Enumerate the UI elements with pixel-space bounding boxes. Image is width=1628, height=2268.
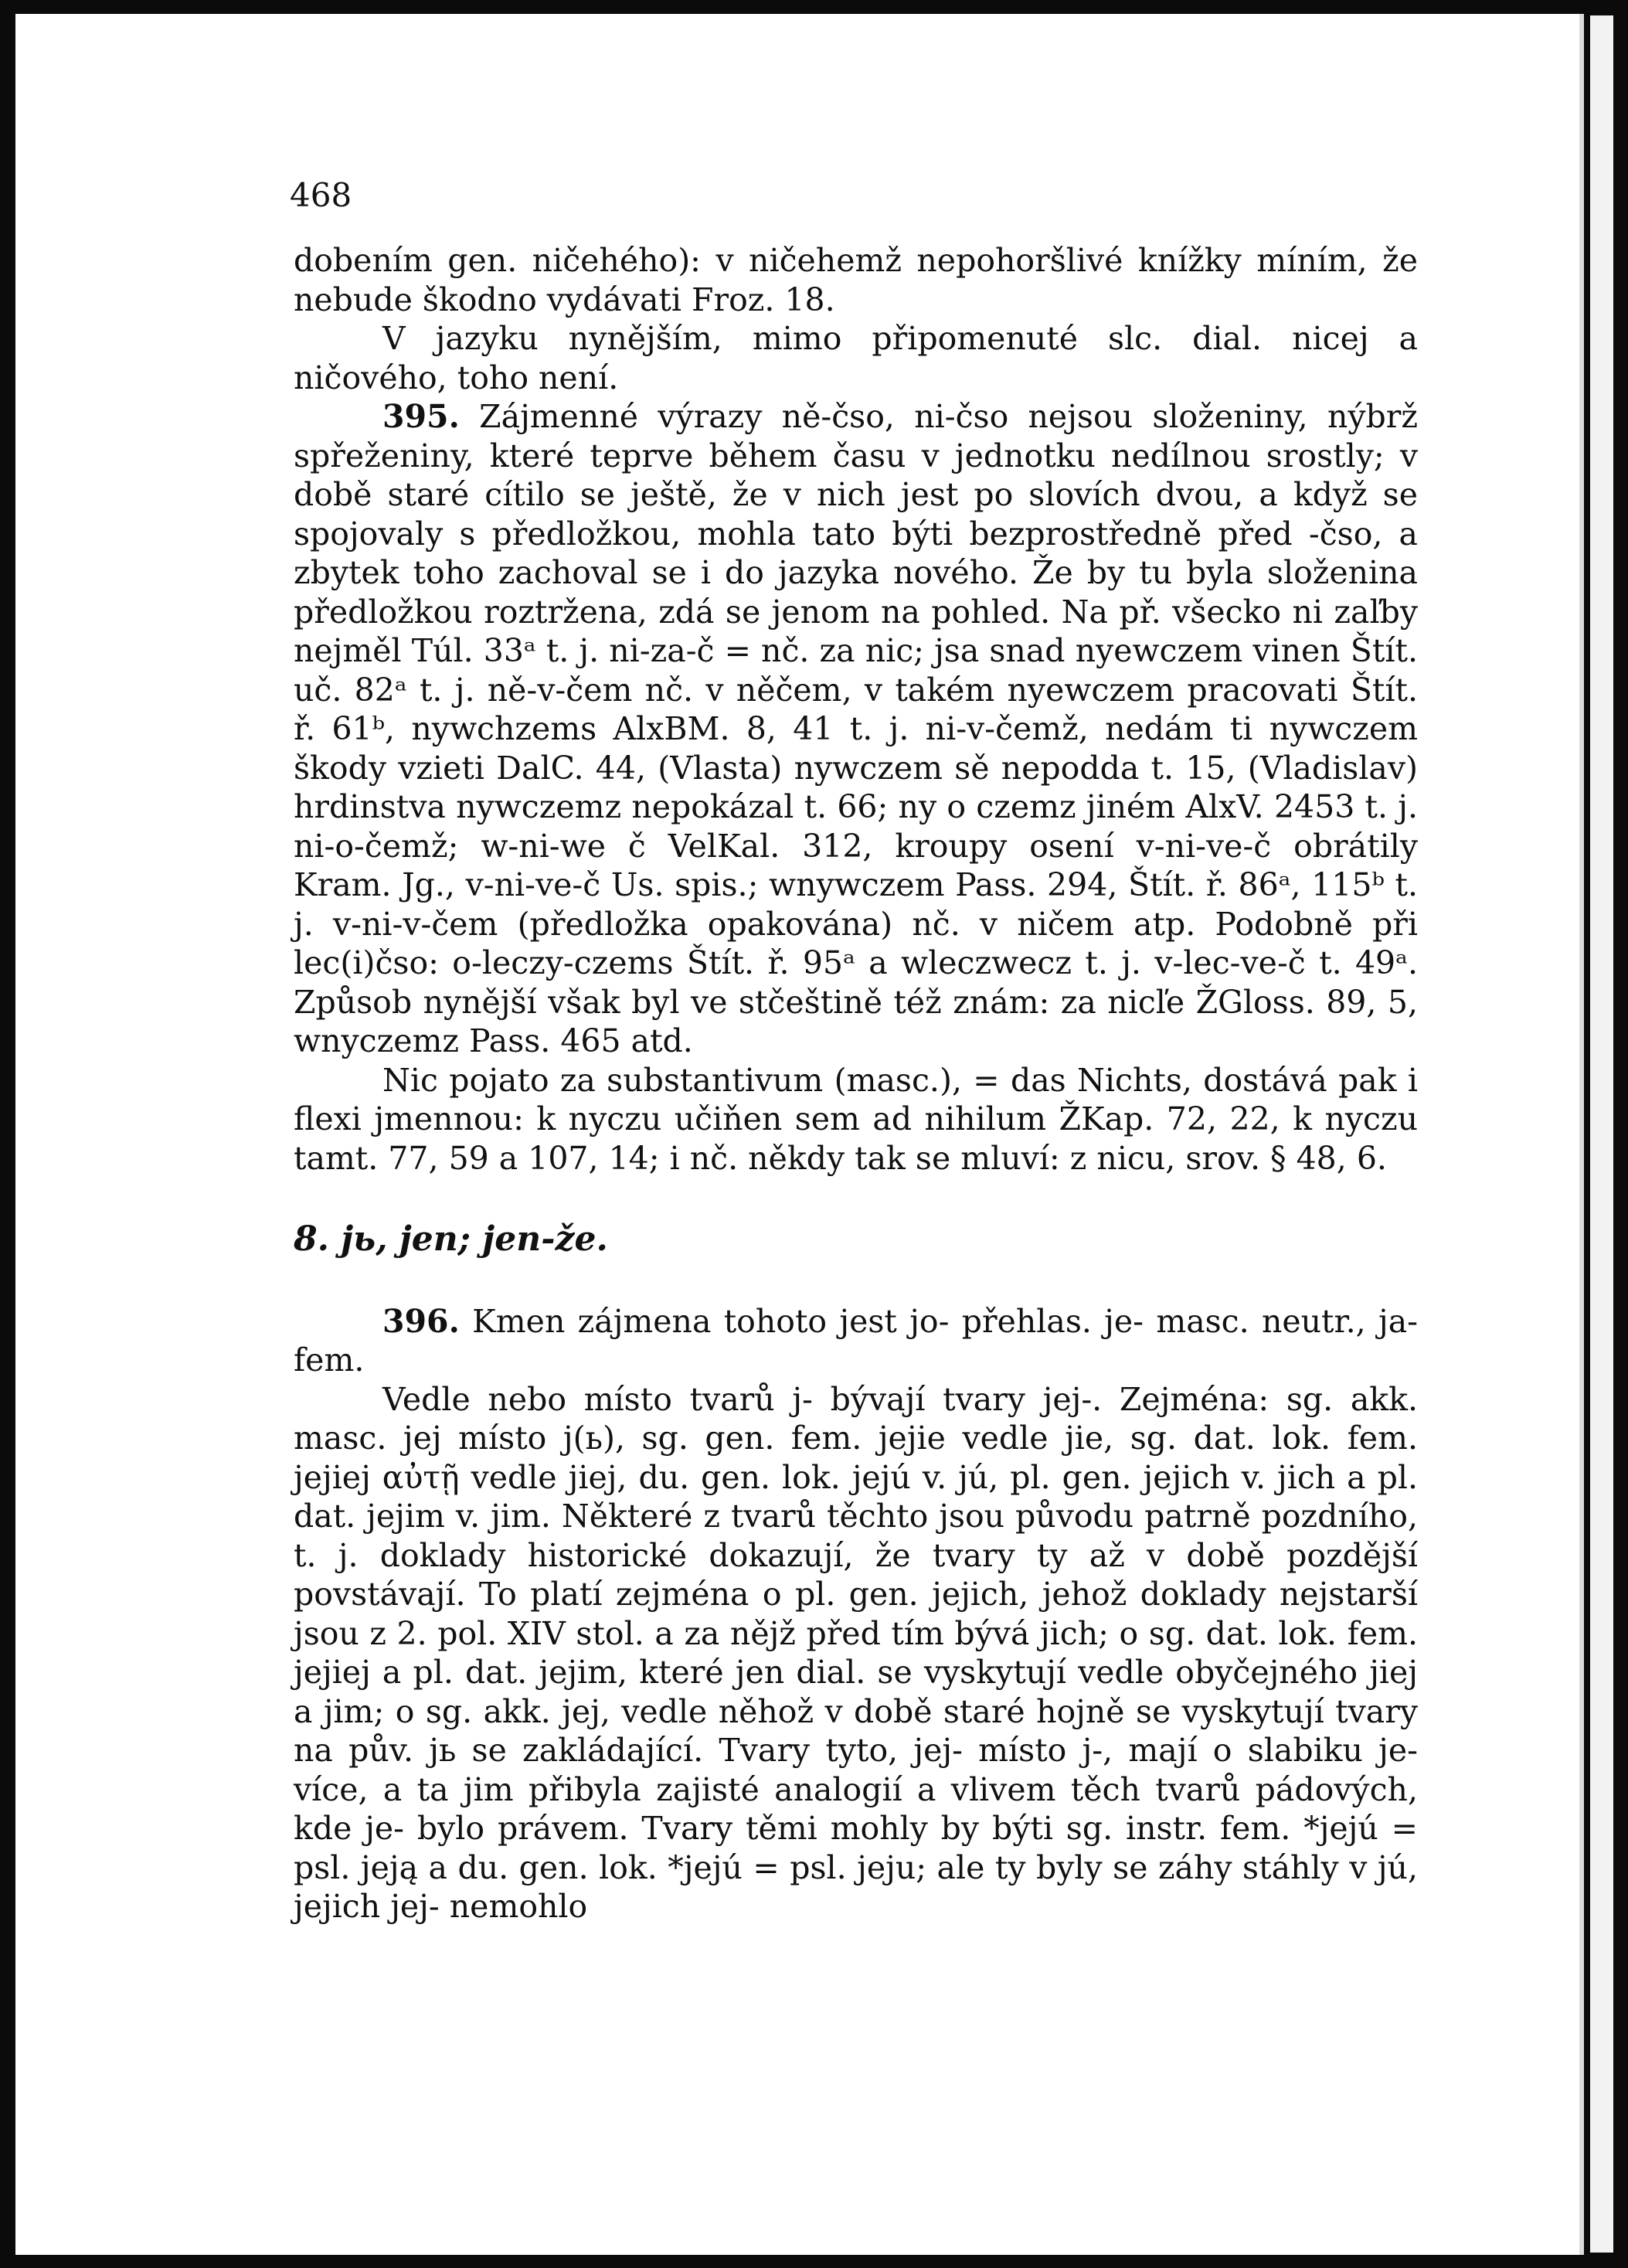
page-number: 468 (290, 176, 352, 214)
scan-edge (1590, 15, 1613, 2253)
paragraph-modern-usage: V jazyku nynějším, mimo připomenuté slc. dial. nicej a ničového, toho není. (294, 320, 1418, 396)
paragraph-text: Kmen zájmena tohoto jest jo- přehlas. je- masc. neutr., ja- fem. (294, 1302, 1418, 1379)
section-heading: 8. jь, jen; jen-že. (294, 1219, 608, 1259)
paragraph-continuation: dobením gen. ničehého): v ničehemž nepohoršlivé knížky míním, že nebude škodno vydávati Froz. 18. (294, 242, 1418, 318)
paragraph-text: Zájmenné výrazy ně-čso, ni-čso nejsou složeniny, nýbrž spřeženiny, které teprve během času v jednotku nedílnou srostly; v době staré cítilo se ještě, že v nich jest po slovích dvou, a když se spojovaly s předložkou, mohla tato býti bezprostředně před -čso, a zbytek toho zachoval se i do jazyka nového. Že by tu byla složenina předložkou roztržena, zdá se jenom na pohled. Na př. všecko ni zaľby nejměl Túl. 33ᵃ t. j. ni-za-č = nč. za nic; jsa snad nyewczem vinen Štít. uč. 82ᵃ t. j. ně-v-čem nč. v něčem, v takém nyewczem pracovati Štít. ř. 61ᵇ, nywchzems AlxBM. 8, 41 t. j. ni-v-čemž, nedám ti nywczem škody vzieti DalC. 44, (Vlasta) nywczem sě nepodda t. 15, (Vladislav) hrdinstva nywczemz nepokázal t. 66; ny o czemz jiném AlxV. 2453 t. j. ni-o-čemž; w-ni-we č VelKal. 312, kroupy osení v-ni-ve-č obrátily Kram. Jg., v-ni-ve-č Us. spis.; wnywczem Pass. 294, Štít. ř. 86ᵃ, 115ᵇ t. j. v-ni-v-čem (předložka opakována) nč. v ničem atp. Podobně při lec(i)čso: o-leczy-czems Štít. ř. 95ᵃ a wleczwecz t. j. v-lec-ve-č t. 49ᵃ. Způsob nynější však byl ve stčeštině též znám: za nicľe ŽGloss. 89, 5, wnyczemz Pass. 465 atd. (294, 398, 1418, 1059)
paragraph-396 (294, 1302, 1418, 1380)
spacer (294, 1260, 1418, 1302)
spacer (294, 1178, 1418, 1220)
page-body (294, 241, 1418, 1926)
paragraph-number: 395. (382, 398, 460, 435)
paragraph-number: 396. (382, 1302, 460, 1340)
paragraph-395 (294, 397, 1418, 1061)
paragraph-vedle: Vedle nebo místo tvarů j- bývají tvary jej-. Zejména: sg. akk. masc. jej místo j(ь), sg. gen. fem. jejie vedle jie, sg. dat. lok. fem. jejiej αὐτῇ vedle jiej, du. gen. lok. jejú v. jú, pl. gen. jejich v. jich a pl. dat. jejim v. jim. Některé z tvarů těchto jsou původu patrně pozdního, t. j. doklady historické dokazují, že tvary ty až v době pozdější povstávají. To platí zejména o pl. gen. jejich, jehož doklady nejstarší jsou z 2. pol. XIV stol. a za nějž před tím bývá jich; o sg. dat. lok. fem. jejiej a pl. dat. jejim, které jen dial. se vyskytují vedle obyčejného jiej a jim; o sg. akk. jej, vedle něhož v době staré hojně se vyskytují tvary na pův. jь se zakládající. Tvary tyto, jej- místo j-, mají o slabiku je- více, a ta jim přibyla zajisté analogií a vlivem těch tvarů pádových, kde je- bylo právem. Tvary těmi mohly by býti sg. instr. fem. *jejú = psl. jeją a du. gen. lok. *jejú = psl. jeju; ale ty byly se záhy stáhly v jú, jejich jej- nemohlo (294, 1380, 1418, 1925)
paragraph-nic: Nic pojato za substantivum (masc.), = das Nichts, dostává pak i flexi jmennou: k nyczu učiňen sem ad nihilum ŽKap. 72, 22, k nyczu tamt. 77, 59 a 107, 14; i nč. někdy tak se mluví: z nicu, srov. § 48, 6. (294, 1061, 1418, 1177)
